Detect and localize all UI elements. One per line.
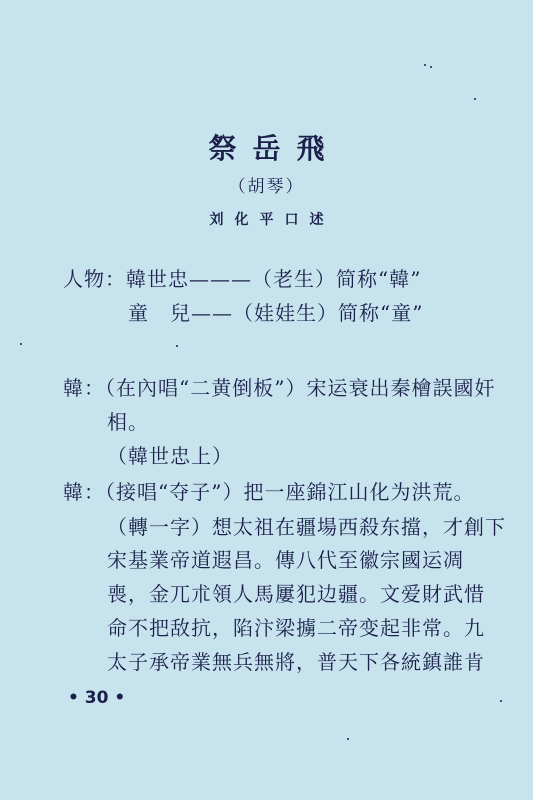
instrument-note: （胡琴） [228, 177, 305, 197]
cast-line: 童 兒——（娃娃生）简称“童” [128, 301, 424, 325]
print-speck [424, 64, 426, 66]
narrator-credit: 刘化平口述 [209, 212, 335, 228]
script-line: 相。 [107, 410, 149, 434]
page-number: • 30 • [68, 688, 126, 708]
print-speck [430, 66, 432, 68]
script-line: （轉一字）想太祖在疆場西殺东擋，才創下 [107, 515, 506, 539]
print-speck [500, 700, 502, 702]
script-line: 宋基業帝道遐昌。傳八代至徽宗國运凋 [107, 548, 464, 572]
script-line: 韓：（在內唱“二黄倒板”）宋运衰出秦檜誤國奸 [63, 376, 496, 400]
print-speck [176, 345, 178, 347]
stage-direction: （韓世忠上） [107, 444, 233, 468]
script-line: 太子承帝業無兵無將，普天下各統鎮誰肯 [107, 650, 485, 674]
script-line: 喪，金兀朮領人馬屢犯边疆。文爱財武惜 [107, 582, 485, 606]
print-speck [20, 343, 22, 345]
page-title: 祭岳飛 [208, 132, 341, 165]
print-speck [474, 98, 476, 100]
cast-line: 人物：韓世忠———（老生）简称“韓” [63, 267, 422, 291]
script-line: 韓：（接唱“夺子”）把一座錦江山化为洪荒。 [63, 480, 475, 504]
script-line: 命不把敌抗，陷汴梁擄二帝变起非常。九 [107, 616, 485, 640]
print-speck [347, 738, 349, 740]
